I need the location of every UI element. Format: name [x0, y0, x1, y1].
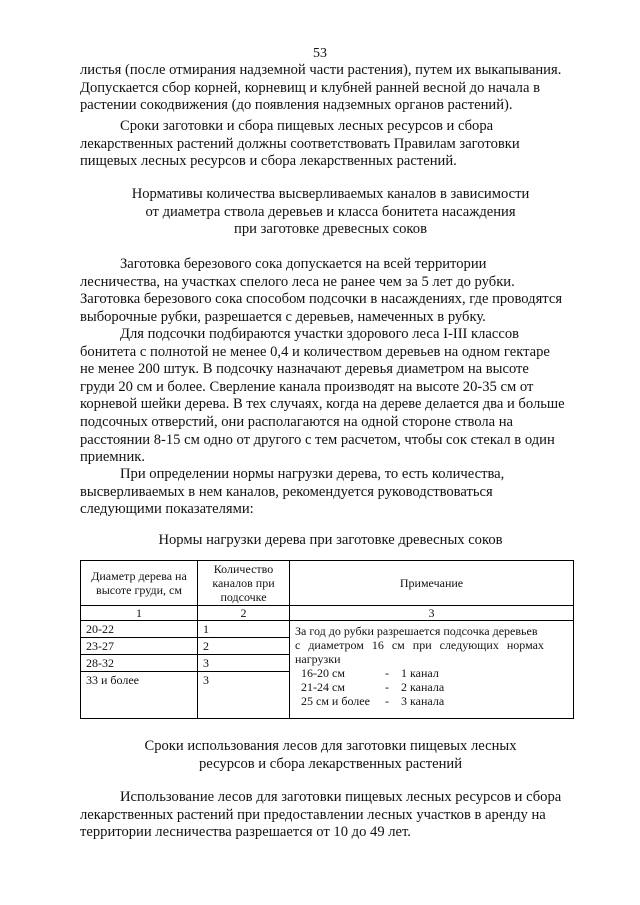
paragraph-load-norms — [80, 466, 581, 519]
heading-line: Нормативы количества высверливаемых каналов в зависимости — [131, 186, 530, 202]
text-line: груди 20 см и более. Сверление канала производят на высоте 20-35 см от — [80, 378, 534, 395]
text-line: Заготовка березового сока способом подсочки в насаждениях, где проводятся — [80, 291, 563, 308]
note-line: с диаметром 16 см при следующих нормах — [295, 638, 544, 652]
cell-channels: 1 — [198, 621, 290, 638]
header-diameter: Диаметр дерева на высоте груди, см — [81, 561, 198, 606]
text-line: Для подсочки подбираются участки здорового леса I-III классов — [120, 326, 520, 342]
text-line: При определении нормы нагрузки дерева, то есть количества, — [120, 466, 505, 482]
cell-channels: 3 — [198, 655, 290, 672]
cell-diameter: 28-32 — [81, 655, 198, 672]
note-line: За год до рубки разрешается подсочка деревьев — [295, 624, 538, 638]
text-line: бонитета с полнотой не менее 0,4 и количеством деревьев на одном гектаре — [80, 343, 550, 360]
page-number: 53 — [313, 46, 327, 61]
text-line: подсочных отверстий, они располагаются на одной стороне ствола на — [80, 413, 514, 430]
note-item-dash: - — [385, 666, 389, 680]
text-line: территории лесничества разрешается от 10 до 49 лет. — [80, 824, 411, 841]
table-header-row — [81, 561, 574, 606]
heading-line: от диаметра ствола деревьев и класса бонитета насаждения — [145, 203, 516, 220]
text-line: лекарственных растений при предоставлении лесных участков в аренду на — [80, 806, 546, 823]
heading-line: при заготовке древесных соков — [234, 221, 427, 238]
text-line: расстоянии 8-15 см одно от другого с тем расчетом, чтобы сок стекал в один — [80, 431, 555, 448]
heading-line: ресурсов и сбора лекарственных растений — [198, 755, 463, 772]
text-line: растении сокодвижения (до появления надземных органов растений). — [80, 97, 513, 114]
paragraph-birch-sap — [80, 256, 581, 326]
table-title-text: Нормы нагрузки дерева при заготовке древесных соков — [158, 532, 503, 548]
note-item-range: 25 см и более — [301, 694, 370, 708]
text-line: следующими показателями: — [80, 501, 254, 518]
note-item-range: 21-24 см — [301, 680, 345, 694]
note-item-value: 3 канала — [401, 694, 445, 708]
paragraph-tapping-selection — [80, 326, 581, 467]
note-item-dash: - — [385, 694, 389, 708]
text-line: Использование лесов для заготовки пищевых лесных ресурсов и сбора — [120, 789, 562, 805]
text-line: выборочные рубки, разрешается с деревьев, намеченных в рубку. — [80, 308, 486, 325]
column-number: 1 — [81, 606, 198, 621]
note-item-range: 16-20 см — [301, 666, 345, 680]
tree-load-table — [80, 560, 574, 719]
header-channels: Количество каналов при подсочке — [198, 561, 290, 606]
note-item-value: 1 канал — [401, 666, 439, 680]
paragraph-lease-terms — [80, 789, 581, 842]
text-line: пищевых лесных ресурсов и сбора лекарственных растений. — [80, 153, 457, 170]
cell-diameter: 23-27 — [81, 638, 198, 655]
cell-diameter: 20-22 — [81, 621, 198, 638]
section-heading-sap-norms — [80, 186, 581, 239]
note-item — [295, 694, 568, 708]
cell-channels: 2 — [198, 638, 290, 655]
text-line: листья (после отмирания надземной части растения), путем их выкапывания. — [80, 62, 562, 78]
paragraph-roots-collection — [80, 62, 581, 115]
text-line: Допускается сбор корней, корневищ и клубней ранней весной до начала в — [80, 79, 540, 96]
note-item-value: 2 канала — [401, 680, 445, 694]
text-line: Заготовка березового сока допускается на всей территории — [120, 256, 487, 272]
text-line: Сроки заготовки и сбора пищевых лесных ресурсов и сбора — [120, 118, 494, 134]
table-title — [80, 532, 581, 550]
text-line: приемник. — [80, 449, 145, 466]
header-note: Примечание — [290, 561, 574, 606]
heading-line: Сроки использования лесов для заготовки пищевых лесных — [144, 738, 517, 754]
text-line: корневой шейки дерева. В тех случаях, когда на дереве делается два и больше — [80, 396, 565, 413]
column-number: 2 — [198, 606, 290, 621]
cell-diameter: 33 и более — [81, 672, 198, 719]
note-item — [295, 666, 568, 680]
note-line: нагрузки — [295, 652, 341, 666]
cell-note — [290, 621, 574, 719]
note-item — [295, 680, 568, 694]
note-item-dash: - — [385, 680, 389, 694]
cell-channels: 3 — [198, 672, 290, 719]
paragraph-harvest-terms — [80, 118, 581, 171]
text-line: не менее 200 штук. В подсочку назначают деревья диаметром на высоте — [80, 361, 529, 378]
table-column-numbers — [81, 606, 574, 621]
text-line: высверливаемых в нем каналов, рекомендуется руководствоваться — [80, 483, 493, 500]
text-line: лесничества, на участках спелого леса не ранее чем за 5 лет до рубки. — [80, 273, 515, 290]
section-heading-use-terms — [80, 738, 581, 773]
text-line: лекарственных растений должны соответствовать Правилам заготовки — [80, 135, 520, 152]
table-row — [81, 621, 574, 638]
column-number: 3 — [290, 606, 574, 621]
